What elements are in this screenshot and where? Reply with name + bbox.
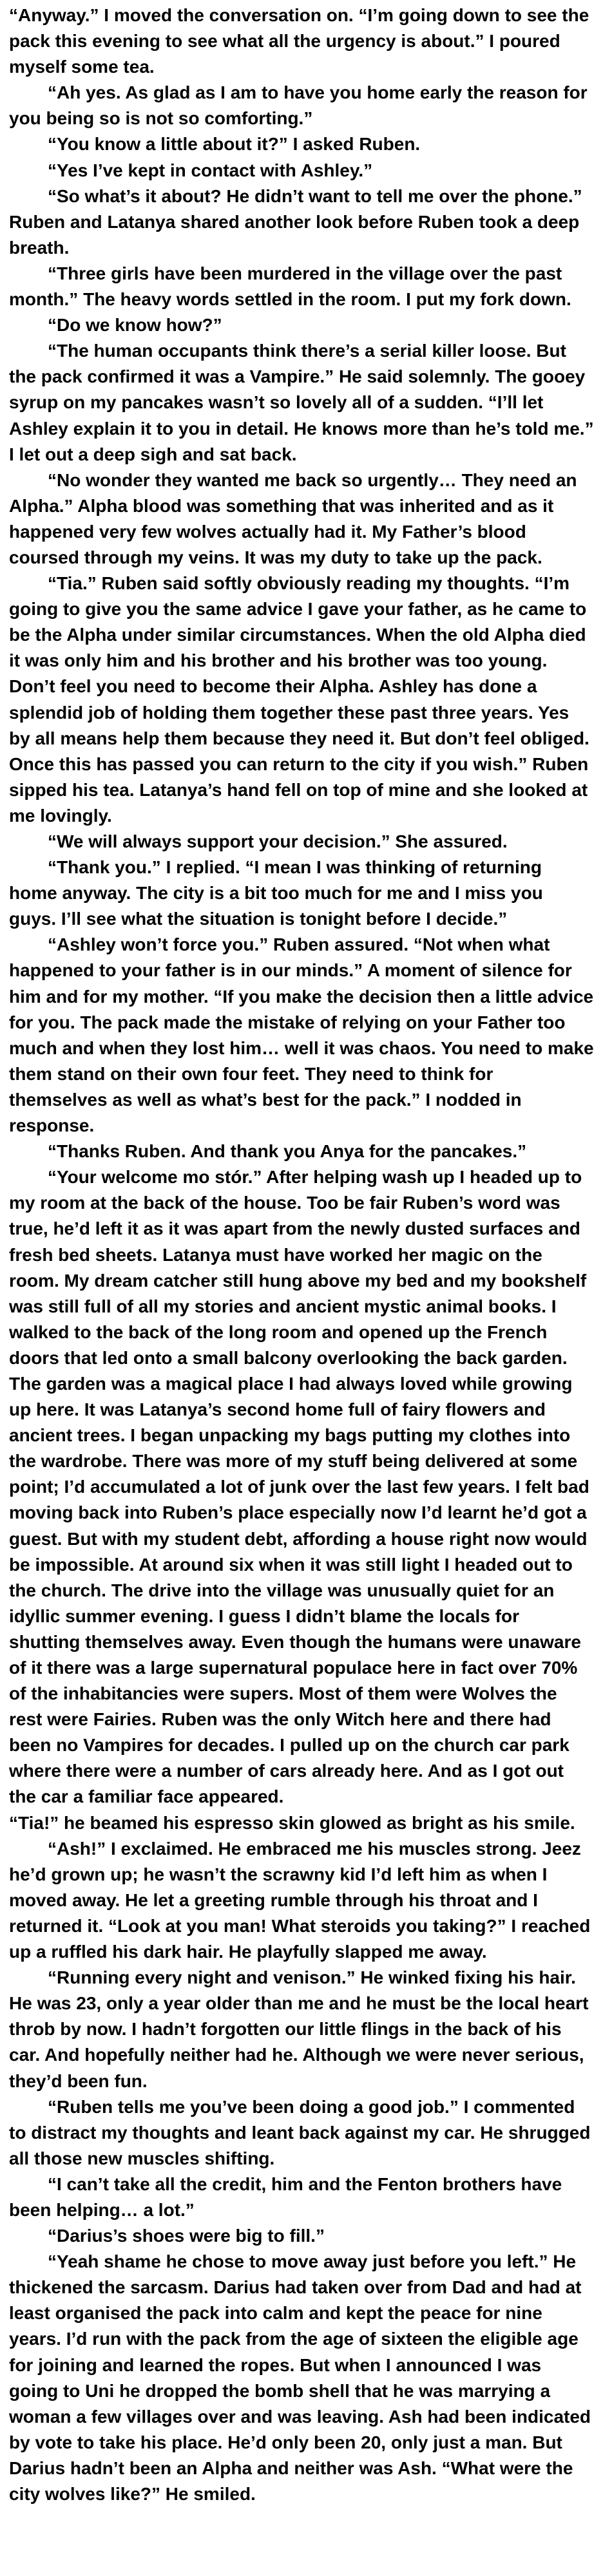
paragraph: “Ruben tells me you’ve been doing a good job.” I commented to distract my thoughts and leant back against my car. He shrugged all those new muscles shifting. (9, 2096, 591, 2168)
paragraph: “Thanks Ruben. And thank you Anya for the pancakes.” (48, 1141, 527, 1162)
paragraph: “Darius’s shoes were big to fill.” (48, 2226, 325, 2246)
paragraph: “We will always support your decision.” She assured. (48, 831, 508, 851)
paragraph: “Tia!” he beamed his espresso skin glowed as bright as his smile. (9, 1812, 575, 1833)
paragraph: “The human occupants think there’s a serial killer loose. But the pack confirmed it was a Vampire.” He said solemnly. The gooey syrup on my pancakes wasn’t so lovely all of a sudden. “I’ll let Ashley explain it to you in detail. He knows more than he’s told me.” I let out a deep sigh and sat back. (9, 341, 594, 464)
paragraph: “Three girls have been murdered in the village over the past month.” The heavy words settled in the room. I put my fork down. (9, 263, 571, 310)
paragraph: “Do we know how?” (48, 315, 222, 336)
paragraph: “So what’s it about? He didn’t want to tell me over the phone.” Ruben and Latanya shared another look before Ruben took a deep breath. (9, 185, 582, 258)
paragraph: “Thank you.” I replied. “I mean I was thinking of returning home anyway. The city is a bit too much for me and I miss you guys. I’ll see what the situation is tonight before I decide.” (9, 857, 543, 929)
paragraph: “You know a little about it?” I asked Ruben. (48, 134, 421, 155)
paragraph: “Ah yes. As glad as I am to have you home early the reason for you being so is not so comforting.” (9, 82, 588, 129)
paragraph: “Ash!” I exclaimed. He embraced me his muscles strong. Jeez he’d grown up; he wasn’t the scrawny kid I’d left him as when I moved away. He let a greeting rumble through his throat and I returned it. “Look at you man! What steroids you taking?” I reached up a ruffled his dark hair. He playfully slapped me away. (9, 1838, 591, 1962)
paragraph: “Tia.” Ruben said softly obviously reading my thoughts. “I’m going to give you the same advice I gave your father, as he came to be the Alpha under similar circumstances. When the old Alpha died it was only him and his brother and his brother was too young. Don’t feel you need to become their Alpha. Ashley has done a splendid job of holding them together these past three years. Yes by all means help them because they need it. But don’t feel obliged. Once this has passed you can return to the city if you wish.” Ruben sipped his tea. Latanya’s hand fell on top of mine and she looked at me lovingly. (9, 573, 589, 826)
paragraph: “Ashley won’t force you.” Ruben assured. “Not when what happened to your father is in our minds.” A moment of silence for him and for my mother. “If you make the decision then a little advice for you. The pack made the mistake of relying on your Father too much and when they lost him… well it was chaos. You need to make them stand on their own four feet. They need to think for themselves as well as what’s best for the pack.” I nodded in response. (9, 934, 594, 1136)
paragraph: “Your welcome mo stór.” After helping wash up I headed up to my room at the back of the house. Too be fair Ruben’s word was true, he’d left it as it was apart from the newly dusted surfaces and fresh bed sheets. Latanya must have worked her magic on the room. My dream catcher still hung above my bed and my bookshelf was still full of all my stories and ancient mystic animal books. I walked to the back of the long room and opened up the French doors that led onto a small balcony overlooking the back garden. The garden was a magical place I had always loved while growing up here. It was Latanya’s second home full of fairy flowers and ancient trees. I began unpacking my bags putting my clothes into the wardrobe. There was more of my stuff being delivered at some point; I’d accumulated a lot of junk over the last few years. I felt bad moving back into Ruben’s place especially now I’d learnt he’d got a guest. But with my student debt, affording a house right now would be impossible. At around six when it was still light I headed out to the church. The drive into the village was unusually quiet for an idyllic summer evening. I guess I didn’t blame the locals for shutting themselves away. Even though the humans were unaware of it there was a large supernatural populace here in fact over 70% of the inhabitancies were supers. Most of them were Wolves the rest were Fairies. Ruben was the only Witch here and there had been no Vampires for decades. I pulled up on the church car park where there were a number of cars already here. And as I got out the car a familiar face appeared. (9, 1167, 589, 1807)
paragraph: “I can’t take all the credit, him and the Fenton brothers have been helping… a lot.” (9, 2174, 562, 2220)
paragraph: “Anyway.” I moved the conversation on. “I’m going down to see the pack this evening to see what all the urgency is about.” I poured myself some tea. (9, 5, 589, 77)
paragraph: “No wonder they wanted me back so urgently… They need an Alpha.” Alpha blood was something that was inherited and as it happened very few wolves actually had it. My Father’s blood coursed through my veins. It was my duty to take up the pack. (9, 469, 577, 567)
paragraph: “Yes I’ve kept in contact with Ashley.” (48, 160, 373, 180)
paragraph: “Running every night and venison.” He winked fixing his hair. He was 23, only a year older than me and he must be the local heart throb by now. I hadn’t forgotten our little flings in the back of his car. And hopefully neither had he. Although we were never serious, they’d been fun. (9, 1967, 589, 2091)
paragraph: “Yeah shame he chose to move away just before you left.” He thickened the sarcasm. Darius had taken over from Dad and had at least organised the pack into calm and kept the peace for nine years. I’d run with the pack from the age of sixteen the eligible age for joining and learned the ropes. But when I announced I was going to Uni he dropped the bomb shell that he was marrying a woman a few villages over and was leaving. Ash had been indicated by vote to take his place. He’d only been 20, only just a man. But Darius hadn’t been an Alpha and neither was Ash. “What were the city wolves like?” He smiled. (9, 2251, 591, 2504)
